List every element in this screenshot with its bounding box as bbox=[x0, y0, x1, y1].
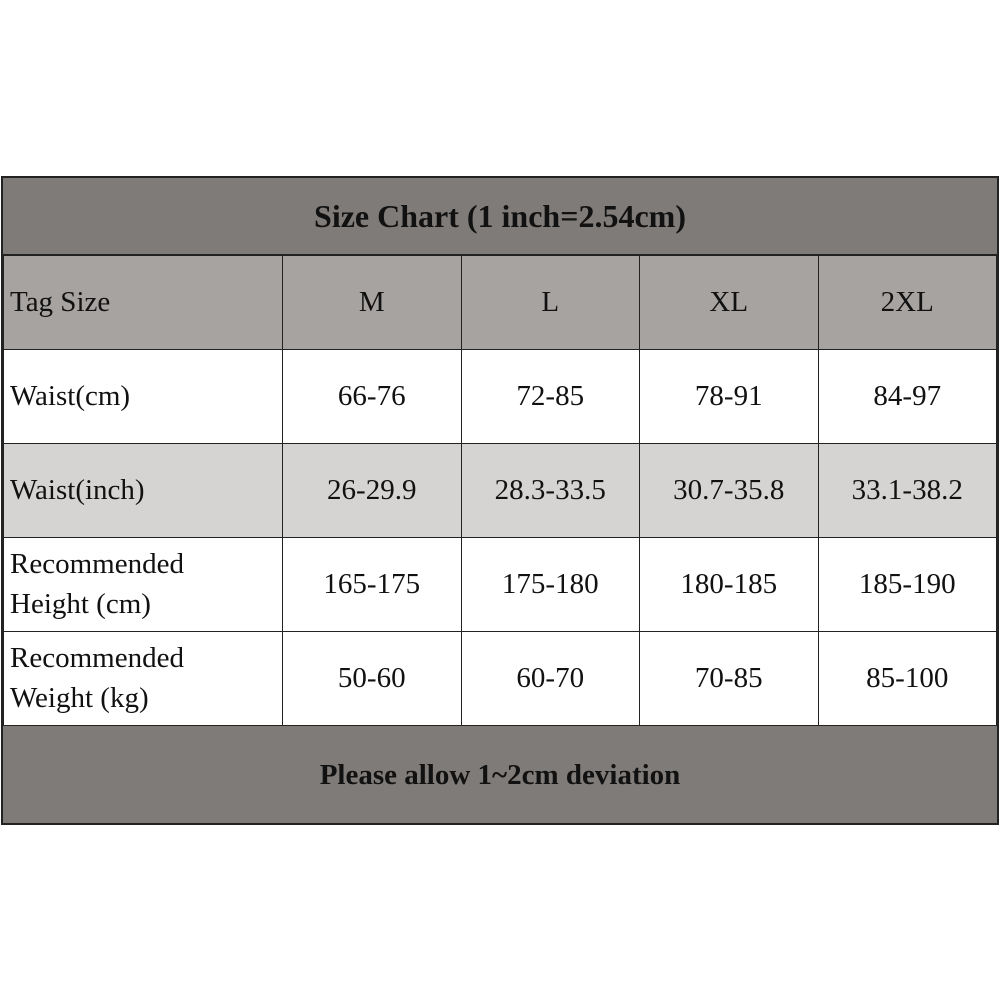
size-2xl: 2XL bbox=[818, 256, 997, 350]
header-row bbox=[4, 256, 997, 350]
size-l: L bbox=[461, 256, 640, 350]
table-cell: 28.3-33.5 bbox=[461, 444, 640, 538]
table-cell: 30.7-35.8 bbox=[640, 444, 819, 538]
row-label: Recommended Weight (kg) bbox=[4, 632, 283, 726]
table-cell: 26-29.9 bbox=[283, 444, 462, 538]
table-row-weight bbox=[4, 632, 997, 726]
size-m: M bbox=[283, 256, 462, 350]
table-cell: 175-180 bbox=[461, 538, 640, 632]
table-cell: 180-185 bbox=[640, 538, 819, 632]
table-cell: 33.1-38.2 bbox=[818, 444, 997, 538]
deviation-note: Please allow 1~2cm deviation bbox=[3, 727, 997, 823]
row-label: Recommended Height (cm) bbox=[4, 538, 283, 632]
table-row-waist-inch bbox=[4, 444, 997, 538]
header-label: Tag Size bbox=[4, 256, 283, 350]
table-cell: 185-190 bbox=[818, 538, 997, 632]
table-cell: 70-85 bbox=[640, 632, 819, 726]
table-cell: 78-91 bbox=[640, 350, 819, 444]
table-cell: 66-76 bbox=[283, 350, 462, 444]
table-row-waist-cm bbox=[4, 350, 997, 444]
row-label: Waist(inch) bbox=[4, 444, 283, 538]
table-cell: 50-60 bbox=[283, 632, 462, 726]
size-xl: XL bbox=[640, 256, 819, 350]
table-cell: 72-85 bbox=[461, 350, 640, 444]
chart-title: Size Chart (1 inch=2.54cm) bbox=[3, 178, 997, 255]
size-chart bbox=[1, 176, 999, 825]
table-cell: 60-70 bbox=[461, 632, 640, 726]
table-cell: 84-97 bbox=[818, 350, 997, 444]
row-label: Waist(cm) bbox=[4, 350, 283, 444]
size-table bbox=[3, 255, 997, 726]
table-row-height bbox=[4, 538, 997, 632]
table-cell: 165-175 bbox=[283, 538, 462, 632]
table-cell: 85-100 bbox=[818, 632, 997, 726]
